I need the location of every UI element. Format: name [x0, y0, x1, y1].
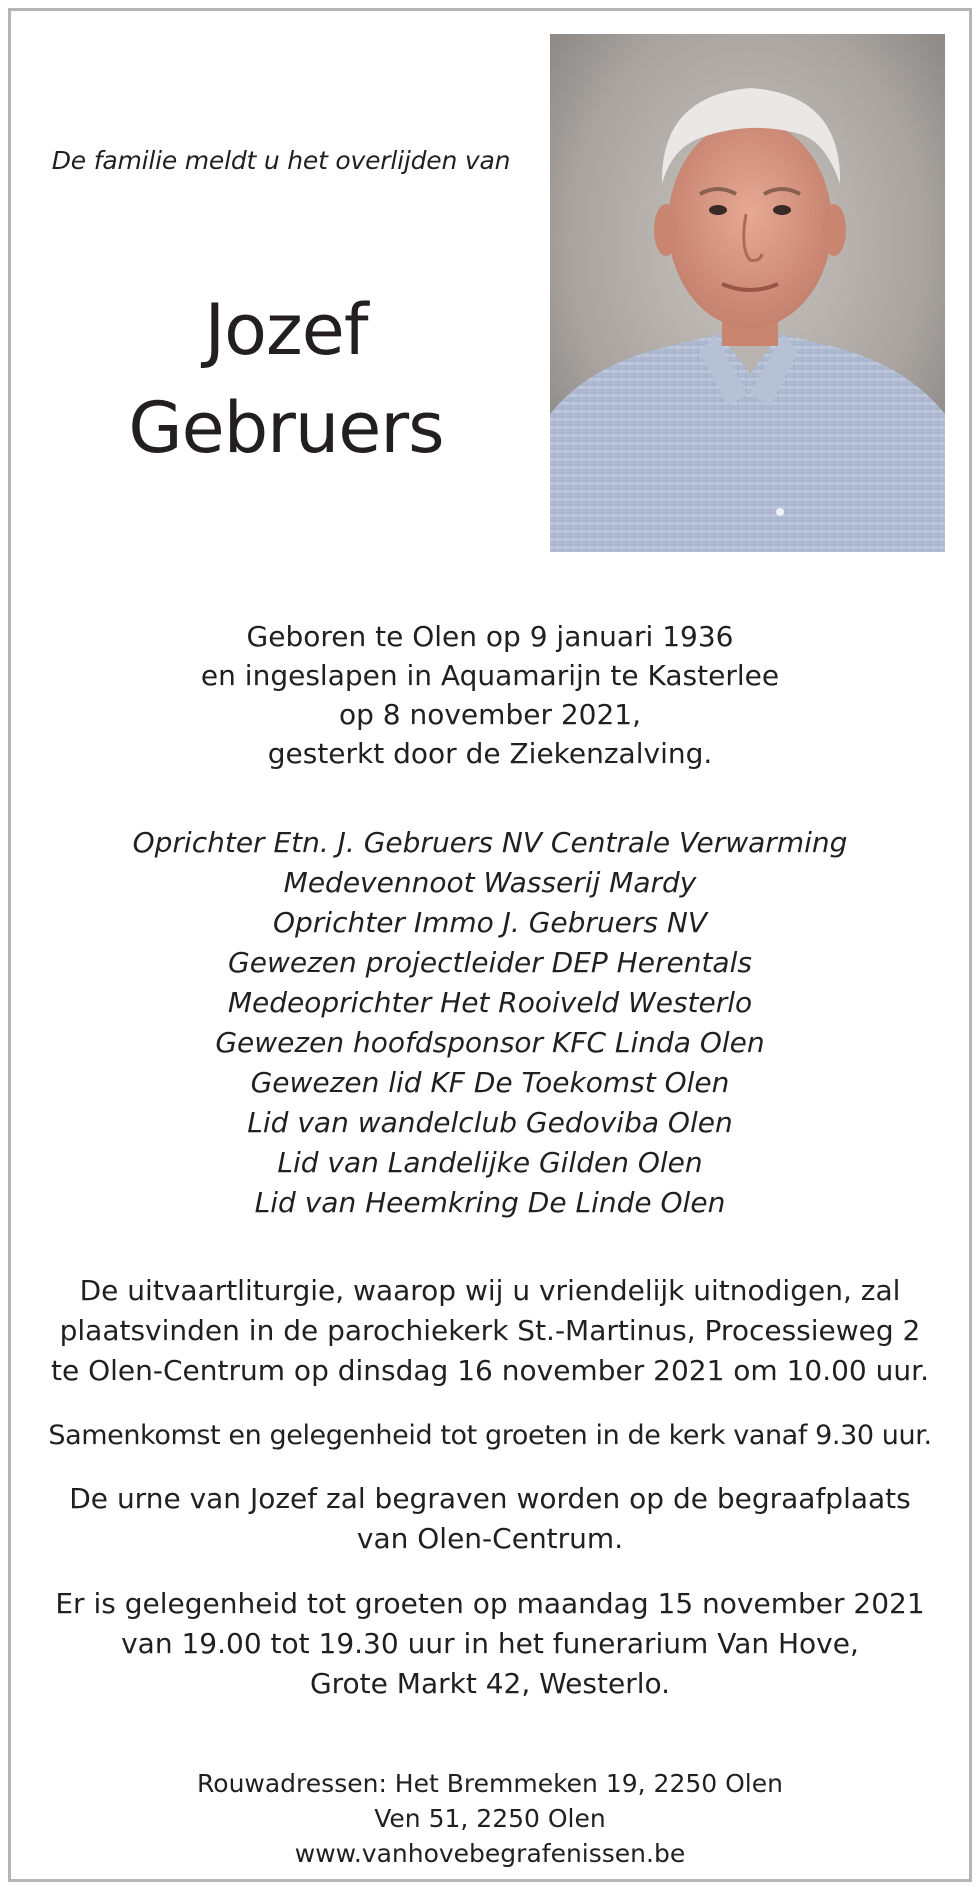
first-name: Jozef	[204, 289, 368, 371]
urn-line: De urne van Jozef zal begraven worden op de begraafplaats	[69, 1482, 911, 1515]
urn-line: van Olen-Centrum.	[356, 1522, 624, 1555]
address-line: Ven 51, 2250 Olen	[374, 1804, 606, 1833]
website-link[interactable]: www.vanhovebegrafenissen.be	[294, 1839, 686, 1868]
birth-line: Geboren te Olen op 9 januari 1936	[246, 620, 734, 653]
visitation-line: van 19.00 tot 19.30 uur in het funerarium Van Hove,	[121, 1627, 859, 1660]
intro-text: De familie meldt u het overlijden van	[51, 146, 511, 175]
role-item: Lid van Landelijke Gilden Olen	[277, 1146, 703, 1179]
role-item: Gewezen hoofdsponsor KFC Linda Olen	[215, 1026, 765, 1059]
role-item: Medeoprichter Het Rooiveld Westerlo	[227, 986, 753, 1019]
funeral-info	[11, 1271, 969, 1391]
death-date-line: op 8 november 2021,	[338, 698, 642, 731]
role-item: Gewezen projectleider DEP Herentals	[228, 946, 752, 979]
funeral-line: plaatsvinden in de parochiekerk St.-Martinus, Processieweg 2	[59, 1314, 921, 1347]
birth-death-info	[11, 617, 969, 773]
gathering-line: Samenkomst en gelegenheid tot groeten in de kerk vanaf 9.30 uur.	[48, 1420, 932, 1451]
role-item: Lid van Heemkring De Linde Olen	[254, 1186, 726, 1219]
address-line: Rouwadressen: Het Bremmeken 19, 2250 Olen	[197, 1769, 783, 1798]
deceased-name	[31, 281, 541, 477]
role-item: Oprichter Etn. J. Gebruers NV Centrale Verwarming	[132, 826, 848, 859]
role-item: Gewezen lid KF De Toekomst Olen	[250, 1066, 730, 1099]
role-item: Medevennoot Wasserij Mardy	[283, 866, 697, 899]
death-place-line: en ingeslapen in Aquamarijn te Kasterlee	[200, 659, 780, 692]
last-name: Gebruers	[128, 387, 444, 469]
urn-info	[11, 1479, 969, 1559]
role-item: Oprichter Immo J. Gebruers NV	[272, 906, 708, 939]
gathering-info	[11, 1416, 969, 1456]
visitation-line: Grote Markt 42, Westerlo.	[309, 1667, 671, 1700]
portrait-photo	[550, 34, 945, 552]
visitation-info	[11, 1584, 969, 1704]
visitation-line: Er is gelegenheid tot groeten op maandag 15 november 2021	[55, 1587, 925, 1620]
obituary-card	[8, 8, 972, 1882]
roles-list	[11, 823, 969, 1223]
funeral-line: te Olen-Centrum op dinsdag 16 november 2021 om 10.00 uur.	[51, 1354, 929, 1387]
sacrament-line: gesterkt door de Ziekenzalving.	[267, 737, 713, 770]
funeral-line: De uitvaartliturgie, waarop wij u vriendelijk uitnodigen, zal	[79, 1274, 901, 1307]
mourning-addresses	[11, 1766, 969, 1871]
role-item: Lid van wandelclub Gedoviba Olen	[247, 1106, 733, 1139]
